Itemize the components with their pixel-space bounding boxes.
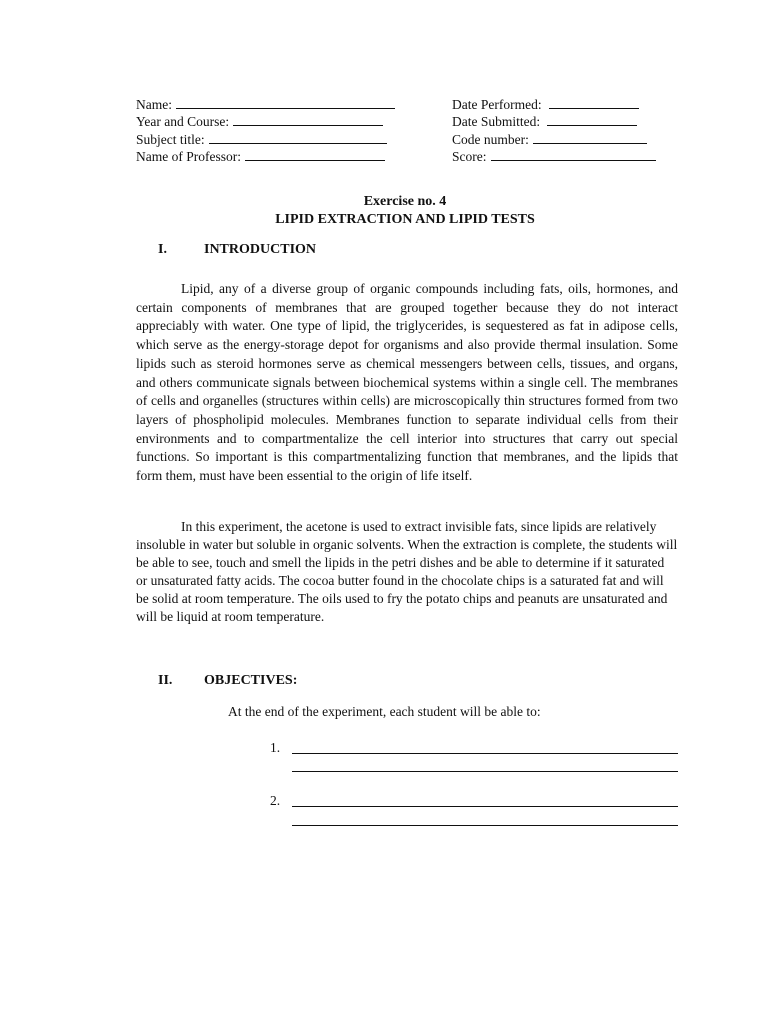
score-field [452,147,656,165]
introduction-paragraph-1: Lipid, any of a diverse group of organic compounds including fats, oils, hormones, and certain components of membranes that are grouped together because they do not interact appreciably with water. One type of lipid, the triglycerides, is sequestered as fat in adipose cells, which serve as the energy-storage depot for organisms and also provide thermal insulation. Some lipids such as steroid hormones serve as chemical messengers between cells, tissues, and organs, and others communicate signals between biochemical systems within a single cell. The membranes of cells and organelles (structures within cells) are microscopically thin structures formed from two layers of phospholipid molecules. Membranes function to separate individual cells from their environments and to compartmentalize the cell interior into structures that carry out special functions. So important is this compartmentalizing function that membranes, and the lipids that form them, must have been essential to the origin of life itself. [136,281,678,484]
date-submitted-blank[interactable] [547,112,637,126]
objectives-title: OBJECTIVES: [204,673,298,688]
objectives-heading [158,673,297,689]
objective-1-number: 1. [270,740,281,755]
code-number-blank[interactable] [533,130,647,144]
date-submitted-label: Date Submitted: [452,114,541,129]
objective-2-line-2[interactable] [292,825,678,826]
date-performed-label: Date Performed: [452,97,542,112]
code-number-field [452,130,647,148]
professor-blank[interactable] [245,147,385,161]
professor-field [136,147,385,165]
name-label: Name: [136,97,172,112]
objective-1-line-2[interactable] [292,771,678,772]
subject-title-label: Subject title: [136,132,205,147]
exercise-number: Exercise no. 4 [363,194,447,209]
objectives-lead: At the end of the experiment, each student will be able to: [228,704,541,719]
date-submitted-field [452,112,637,130]
score-blank[interactable] [491,147,656,161]
professor-label: Name of Professor: [136,149,241,164]
date-performed-field [452,95,639,113]
objective-1-line-1[interactable] [292,753,678,754]
introduction-numeral: I. [158,242,167,257]
date-performed-blank[interactable] [549,95,639,109]
introduction-heading [158,242,316,258]
introduction-title: INTRODUCTION [204,242,317,257]
subject-title-blank[interactable] [209,130,387,144]
year-course-field [136,112,383,130]
introduction-paragraph-2: In this experiment, the acetone is used to extract invisible fats, since lipids are relatively insoluble in water but soluble in organic solvents. When the extraction is complete, the students will be able to see, touch and smell the lipids in the petri dishes and be able to determine if it saturated or unsaturated fatty acids. The cocoa butter found in the chocolate chips is a saturated fat and will be solid at room temperature. The oils used to fry the potato chips and peanuts are unsaturated and will be liquid at room temperature. [136,519,678,624]
code-number-label: Code number: [452,132,529,147]
exercise-title: LIPID EXTRACTION AND LIPID TESTS [275,212,535,227]
year-course-blank[interactable] [233,112,383,126]
name-field [136,95,395,113]
subject-title-field [136,130,387,148]
name-blank[interactable] [176,95,395,109]
score-label: Score: [452,149,487,164]
year-course-label: Year and Course: [136,114,230,129]
objective-2-number: 2. [270,793,281,808]
objective-2-line-1[interactable] [292,806,678,807]
objectives-numeral: II. [158,673,173,688]
